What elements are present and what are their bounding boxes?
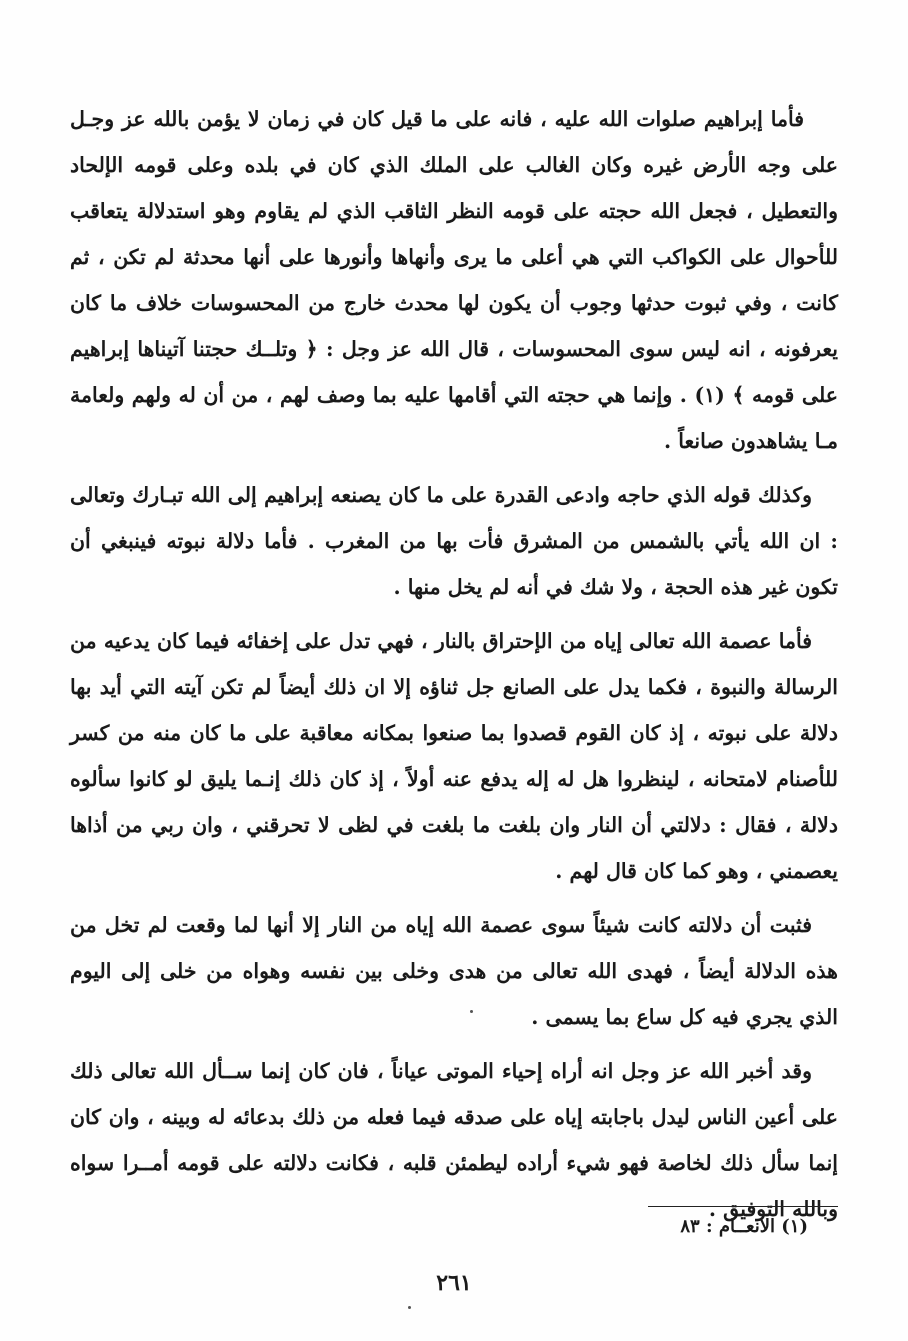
scan-speck	[408, 1306, 411, 1309]
paragraph-1: فأما إبراهيم صلوات الله عليه ، فانه على ما قيل كان في زمان لا يؤمن بالله عز وجـل على وجه الأرض غيره وكان الغالب على الملك الذي كان في بلده وعلى قومه الإلحاد والتعطيل ، فجعل الله حجته على قومه النظر الثاقب الذي لم يقاوم وهو استدلالة يتعاقب للأحوال على الكواكب التي هي أعلى ما يرى وأنهاها وأنورها على أنها محدثة لم تكن ، ثم كانت ، وفي ثبوت حدثها وجوب أن يكون لها محدث خارج من المحسوسات خلاف ما كان يعرفونه ، انه ليس سوى المحسوسات ، قال الله عز وجل : ﴿ وتلــك حجتنا آتيناها إبراهيم على قومه ﴾ (١) . وإنما هي حجته التي أقامها عليه بما وصف لهم ، من أن له ولهم ولعامة مـا يشاهدون صانعاً .	[70, 107, 838, 453]
scan-speck	[470, 1010, 473, 1013]
paragraph-3: فأما عصمة الله تعالى إياه من الإحتراق بالنار ، فهي تدل على إخفائه فيما كان يدعيه من الرسالة والنبوة ، فكما يدل على الصانع جل ثناؤه إلا ان ذلك أيضاً لم تكن آيته التي أيد بها دلالة على نبوته ، إذ كان القوم قصدوا بما صنعوا بمكانه معاقبة على ما كان منه من كسر للأصنام لامتحانه ، لينظروا هل له إله يدفع عنه أولاً ، إذ كان ذلك إنـما يليق لو كانوا سألوه دلالة ، فقال : دلالتي أن النار وان بلغت ما بلغت في لظى لا تحرقني ، وان ربي من أذاها يعصمني ، وهو كما كان قال لهم .	[70, 629, 838, 883]
paragraph-2: وكذلك قوله الذي حاجه وادعى القدرة على ما كان يصنعه إبراهيم إلى الله تبـارك وتعالى : ان الله يأتي بالشمس من المشرق فأت بها من المغرب . فأما دلالة نبوته فينبغي أن تكون غير هذه الحجة ، ولا شك في أنه لم يخل منها .	[70, 483, 838, 599]
paragraph-4: فثبت أن دلالته كانت شيئاً سوى عصمة الله إياه من النار إلا أنها لما وقعت لم تخل من هذه الدلالة أيضاً ، فهدى الله تعالى من هدى وخلى بين نفسه وهواه من خلى إلى اليوم الذي يجري فيه كل ساع بما يسمى .	[70, 913, 838, 1029]
body-text	[70, 96, 838, 1240]
footnote-divider	[648, 1206, 838, 1207]
page-number: ٢٦١	[436, 1270, 472, 1296]
paragraph-5: وقد أخبر الله عز وجل انه أراه إحياء الموتى عياناً ، فان كان إنما ســأل الله تعالى ذلك على أعين الناس ليدل باجابته إياه على صدقه فيما فعله من ذلك بدعائه له وبينه ، وان كان إنما سأل ذلك لخاصة فهو شيء أراده ليطمئن قلبه ، فكانت دلالته على قومه أمــرا سواه وبالله التوفيق .	[70, 1059, 838, 1221]
footnote: (١) الانعــام : ٨٣	[680, 1216, 808, 1237]
